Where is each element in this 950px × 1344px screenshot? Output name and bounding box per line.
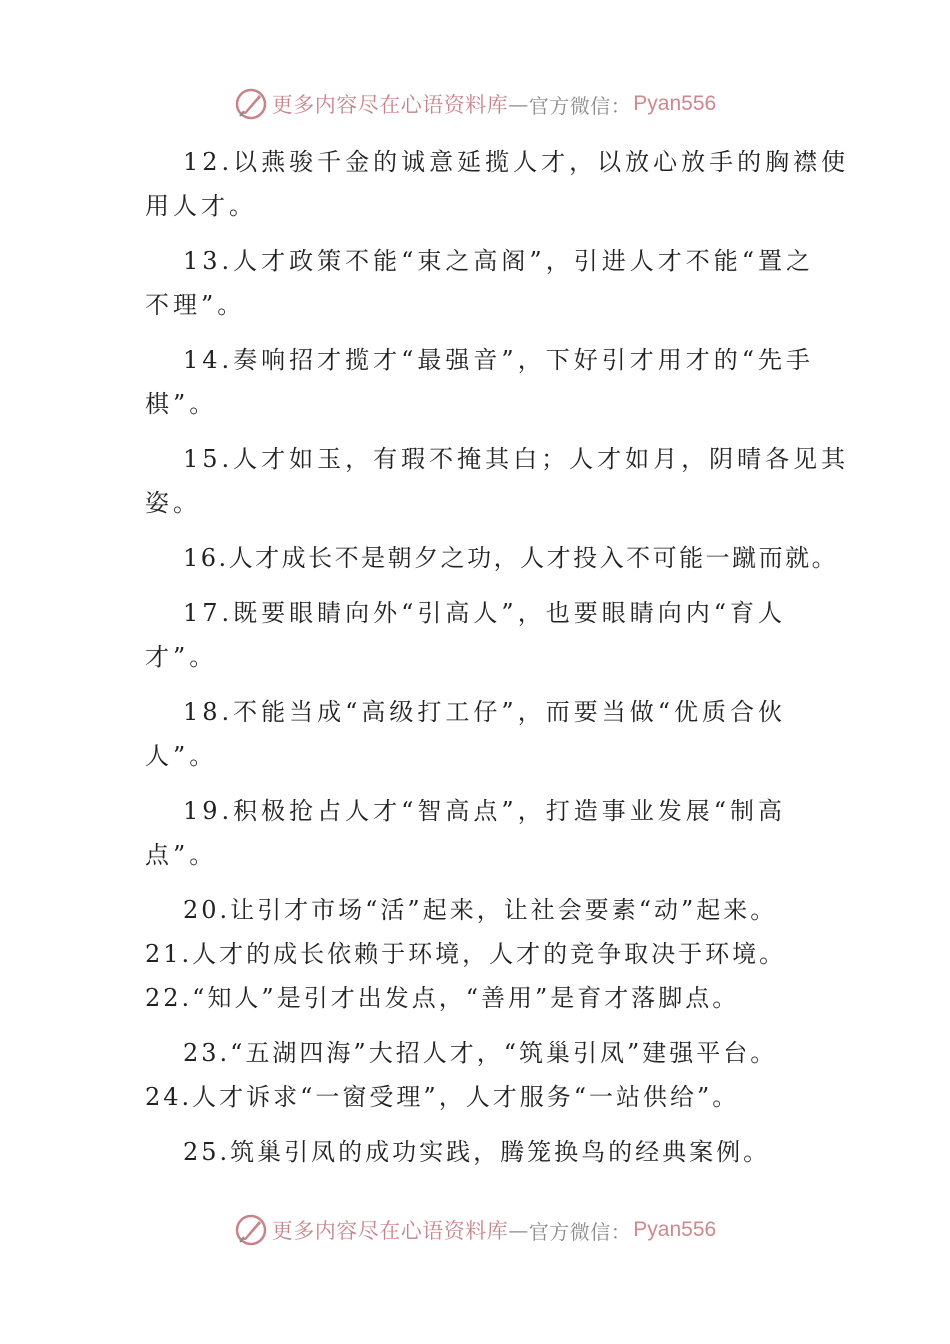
item-line-1: 16.人才成长不是朝夕之功，人才投入不可能一蹴而就。 <box>183 544 839 572</box>
banner-wechat-label: 官方微信： <box>528 1219 632 1244</box>
list-item <box>145 437 850 525</box>
banner-wechat-id: Pyan556 <box>633 1218 717 1241</box>
item-line-2: 点”。 <box>145 841 218 869</box>
item-line-1: 21.人才的成长依赖于环境，人才的竞争取决于环境。 <box>145 940 787 968</box>
quill-logo-icon <box>234 1213 268 1247</box>
document-body <box>145 140 850 1185</box>
list-item <box>145 690 810 778</box>
item-line-1: 23.“五湖四海”大招人才，“筑巢引凤”建强平台。 <box>183 1039 778 1067</box>
item-line-1: 17.既要眼睛向外“引高人”，也要眼睛向内“育人 <box>183 599 786 627</box>
item-line-2: 用人才。 <box>145 192 257 220</box>
list-item <box>145 1031 810 1075</box>
item-line-2: 才”。 <box>145 643 218 671</box>
list-item <box>145 591 810 679</box>
banner-dash: — <box>508 92 529 116</box>
banner-wechat-id: Pyan556 <box>633 92 717 115</box>
item-line-1: 20.让引才市场“活”起来，让社会要素“动”起来。 <box>183 896 778 924</box>
list-item <box>145 888 810 932</box>
item-line-1: 25.筑巢引凤的成功实践，腾笼换鸟的经典案例。 <box>183 1138 771 1166</box>
item-line-1: 24.人才诉求“一窗受理”，人才服务“一站供给”。 <box>145 1083 740 1111</box>
item-line-2: 姿。 <box>145 489 201 517</box>
footer-banner <box>0 1210 950 1250</box>
list-item <box>145 140 850 228</box>
banner-title: 更多内容尽在心语资料库 <box>271 1219 509 1243</box>
list-item <box>145 536 839 580</box>
item-line-1: 13.人才政策不能“束之高阁”，引进人才不能“置之 <box>183 247 814 275</box>
item-line-1: 14.奏响招才揽才“最强音”，下好引才用才的“先手 <box>183 346 814 374</box>
item-line-2: 棋”。 <box>145 390 218 418</box>
item-line-1: 22.“知人”是引才出发点，“善用”是育才落脚点。 <box>145 984 740 1012</box>
list-item <box>145 1075 810 1119</box>
item-line-1: 19.积极抢占人才“智高点”，打造事业发展“制高 <box>183 797 786 825</box>
item-line-1: 15.人才如玉，有瑕不掩其白；人才如月，阴晴各见其 <box>183 445 850 473</box>
list-item <box>145 789 810 877</box>
list-item <box>145 976 810 1020</box>
list-item <box>145 932 810 976</box>
item-line-2: 人”。 <box>145 742 218 770</box>
banner-title: 更多内容尽在心语资料库 <box>271 93 509 117</box>
header-banner <box>0 84 950 124</box>
banner-wechat-label: 官方微信： <box>528 93 632 118</box>
list-item <box>145 239 814 327</box>
banner-dash: — <box>508 1218 529 1242</box>
item-line-2: 不理”。 <box>145 291 246 319</box>
quill-logo-icon <box>234 87 268 121</box>
item-line-1: 12.以燕骏千金的诚意延揽人才，以放心放手的胸襟使 <box>183 148 850 176</box>
item-line-1: 18.不能当成“高级打工仔”，而要当做“优质合伙 <box>183 698 786 726</box>
list-item <box>145 1130 810 1174</box>
list-item <box>145 338 814 426</box>
